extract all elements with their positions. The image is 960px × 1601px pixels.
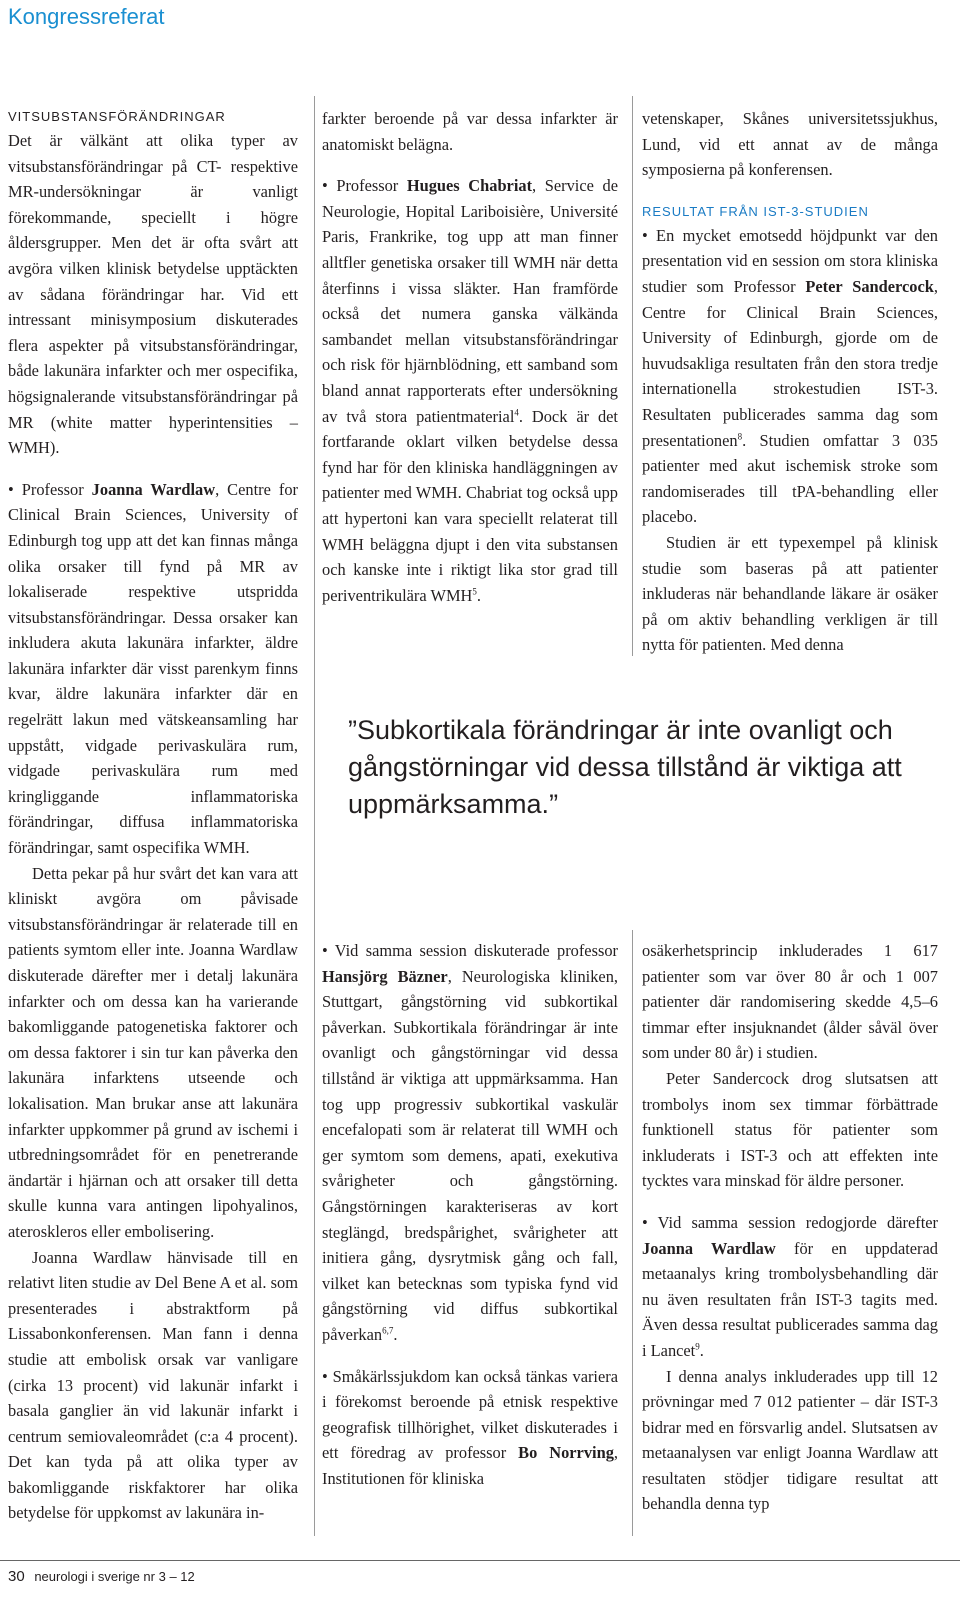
section-label: Kongressreferat [8,4,165,29]
ref-9: 9 [695,1341,700,1352]
footer [8,1568,195,1585]
footer-rule [0,1560,960,1561]
name-hugues-chabriat: Hugues Chabriat [406,176,533,196]
paragraph-osakerhet: osäkerhetsprincip inkluderades 1 617 patienter som var över 80 år och 1 007 patienter där randomisering skedde 4,5–6 timmar efter insjuknandet (ålder såväl över som under 80 år) i studien. [642,941,938,1063]
paragraph-detta: Detta pekar på hur svårt det kan vara att kliniskt avgöra om påvisade vitsubstansförändringar är relaterade till en patients symtom eller inte. Joanna Wardlaw diskuterade därefter mer i detalj lakunära infarkter och om dessa kan ha varierande bakomliggande patogenetiska faktorer och om dessa faktorer i sin tur kan påverka den lakunära infarktens utseende och lokalisation. Man brukar anse att lakunära infarkter uppkommer på grund av ischemi i utbredningsområdet för en penetrerande ändartär i hjärnan och att orsaker till detta skulle kunna vara antingen lipohyalinos, ateroskleros eller embolisering. [8,863,298,1241]
column-divider [632,930,633,1536]
column-divider [314,96,315,1536]
paragraph-norrving: • Småkärlssjukdom kan också tänkas variera i förekomst beroende på etnisk respektive geografisk tillhörighet, vilket diskuterades i ett föredrag av professor Bo Norrving, Institutionen för kliniska [322,1366,619,1488]
paragraph-sandercock: • En mycket emotsedd höjdpunkt var den presentation vid en session om stora kliniska studier som Professor Peter Sandercock, Centre for Clinical Brain Sciences, University of Edinburgh, gjorde om de huvudsakliga resultaten från den stora tredje internationella strokestudien IST-3. Resultaten publicerades samma dag som presentationen$^8$. Studien omfattar 3 035 patienter med akut ischemisk stroke som randomiserades till tPA-behandling eller placebo. [642,225,938,527]
column-2-bottom [322,938,618,1491]
column-1 [8,106,298,1526]
ref-5: 5 [472,586,477,597]
column-3-bottom [642,938,938,1517]
heading-ist3: RESULTAT FRÅN IST-3-STUDIEN [642,203,869,219]
name-bo-norrving: Bo Norrving [518,1443,614,1463]
name-peter-sandercock: Peter Sandercock [805,276,934,296]
paragraph-intro: Det är välkänt att olika typer av vitsubstansförändringar på CT- respektive MR-undersökningar är vanligt förekommande, speciellt i högre åldersgrupper. Men det är ofta svårt att avgöra vilken klinisk betydelse upptäckten av sådana förändringar har. Vid ett intressant minisymposium diskuterades flera aspekter på vitsubstansförändringar, både lakunära infarkter och mer ospecifika, högsignalerande vitsubstansförändringar på MR (white matter hyperintensities – WMH). [8,131,298,458]
name-hansjorg-bazner: Hansjörg Bäzner [322,966,448,986]
journal-name: neurologi i sverige nr 3 – 12 [34,1569,195,1584]
paragraph-slutsats: Peter Sandercock drog slutsatsen att trombolys inom sex timmar förbättrade funktionell status för patienter som inkluderats i IST-3 och att effekten inte tycktes vara minskad för äldre personer. [642,1068,938,1191]
paragraph-metaanalys: • Vid samma session redogjorde därefter Joanna Wardlaw för en uppdaterad metaanalys kring trombolysbehandling där nu även resultaten från IST-3 tagits med. Även dessa resultat publicerades samma dag i Lancet$^9$. [642,1212,938,1360]
paragraph-delbene: Joanna Wardlaw hänvisade till en relativt liten studie av Del Bene A et al. som presenterades i abstraktform på Lissabonkonferensen. Man fann i denna studie att embolisk orsak var vanligare (cirka 13 procent) vid lakunär infarkt i basala ganglier än vid lakunär infarkt i centrum semiovaleområdet (c:a 4 procent). Det kan tyda på att olika typer av bakomliggande riskfaktorer har olika betydelse för uppkomst av lakunära in- [8,1247,298,1523]
paragraph-vetenskaper: vetenskaper, Skånes universitetssjukhus, Lund, vid ett annat av de många symposierna på konferensen. [642,109,938,180]
name-joanna-wardlaw: Joanna Wardlaw [91,479,216,499]
ref-8: 8 [737,431,743,442]
paragraph-chabriat: • Professor Hugues Chabriat, Service de Neurologie, Hopital Lariboisière, Université Paris, Frankrike, tog upp att man finner alltfler genetiska orsaker till WMH när detta återfinns i vissa släkter. Han framförde också det numera ganska välkända sambandet mellan vitsubstansförändringar och risk för hjärnblödning, ett samband som bland annat rapporterats efter undersökning av två stora patientmaterial$^4$. Dock är det fortfarande oklart vilken betydelse dessa fynd har för den kliniska handläggningen av patienter med WMH. Chabriat tog också upp att hypertoni kan vara speciellt relaterat till WMH beläggna djupt i den vita substansen och kanske inte i riktigt lika stor grad till periventrikulära WMH$^5$. [322,176,618,605]
ref-4: 4 [514,407,519,418]
paragraph-farkter: farkter beroende på var dessa infarkter är anatomiskt belägna. [322,109,618,154]
page-number: 30 [8,1568,25,1585]
ref-6-7: 6,7 [382,1325,394,1336]
column-2-top [322,106,618,608]
pull-quote: ”Subkortikala förändringar är inte ovanligt och gångstörningar vid dessa tillstånd är viktiga att uppmärksamma.” [348,715,902,819]
paragraph-wardlaw: • Professor Joanna Wardlaw, Centre for Clinical Brain Sciences, University of Edinburgh tog upp att det kan finnas många olika orsaker till fynd på MR av lokaliserade respektive utspridda vitsubstansförändringar. Dessa orsaker kan inkludera akuta lakunära infarkter, äldre lakunära infarkter där visst parenkym finns kvar, äldre lakunära infarkter där en regelrätt lakun med vätskeansamling har uppstått, vidgade perivaskulära rum, vidgade perivaskulära rum med kringliggande inflammatoriska förändringar, diffusa inflammatoriska förändringar, samt ospecifika WMH. [8,479,298,858]
paragraph-typexempel: Studien är ett typexempel på klinisk studie som baseras på att patienter inkluderas när behandlande läkare är osäker på om aktiv behandling verkligen är till nytta för patienten. Med denna [642,532,938,655]
column-3-top [642,106,938,658]
heading-vitsubstans: VITSUBSTANSFÖRÄNDRINGAR [8,109,226,124]
name-joanna-wardlaw-2: Joanna Wardlaw [642,1238,776,1258]
paragraph-bazner: • Vid samma session diskuterade professor Hansjörg Bäzner, Neurologiska kliniken, Stuttgart, gångstörning vid subkortikal påverkan. Subkortikala förändringar är inte ovanligt och gångstörningar vid dessa tillstånd är viktiga att uppmärksamma. Han tog upp progressiv subkortikal vaskulär encefalopati som är relaterat till WMH och ger symtom som demens, apati, exekutiva svårigheter och gångstörning. Gångstörningen karakteriseras av kort steglängd, bredspårighet, svårigheter att initiera gång, dysrytmisk gång och fall, vilket kan betecknas som typiska fynd vid gångstörning vid diffus subkortikal påverkan$^{6,7}$. [322,941,618,1344]
paragraph-analys: I denna analys inkluderades upp till 12 prövningar med 7 012 patienter – där IST-3 bidrar med en försvarlig andel. Slutsatsen av metaanalysen var enligt Joanna Wardlaw att resultaten stödjer tidigare resultat att behandla denna typ [642,1366,938,1514]
column-divider [632,96,633,656]
